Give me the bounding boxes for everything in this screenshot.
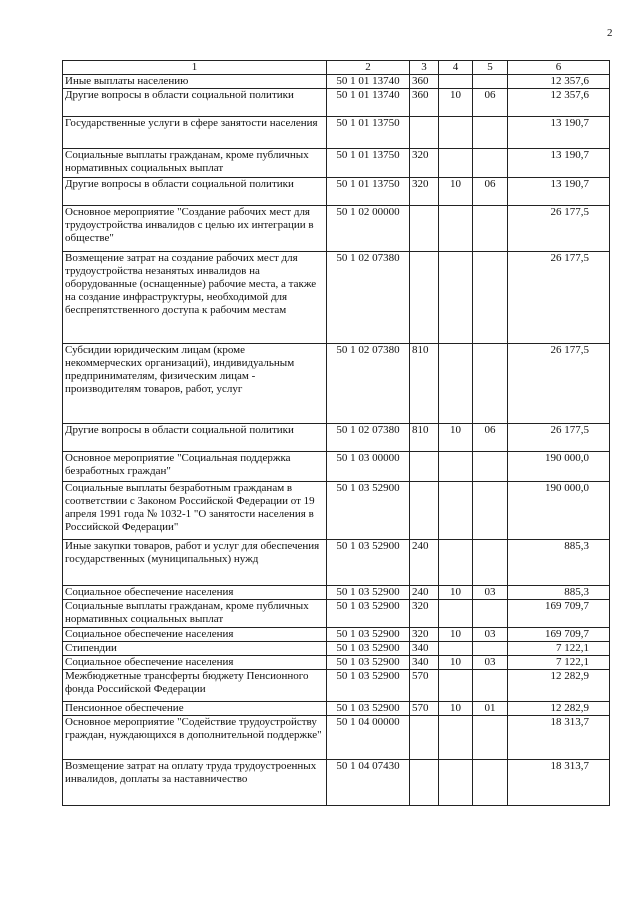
row-subsection [473,716,508,760]
row-name: Государственные услуги в сфере занятости населения [63,117,327,149]
row-amount: 26 177,5 [508,252,610,344]
row-amount: 26 177,5 [508,424,610,452]
row-name: Стипендии [63,642,327,656]
row-subsection: 03 [473,586,508,600]
row-amount: 12 357,6 [508,89,610,117]
row-code: 50 1 01 13740 [327,75,410,89]
row-expense-type: 320 [410,149,439,178]
row-amount: 26 177,5 [508,344,610,424]
row-subsection: 03 [473,656,508,670]
row-code: 50 1 01 13750 [327,117,410,149]
page-number: 2 [607,27,613,39]
row-expense-type [410,760,439,806]
row-name: Социальное обеспечение населения [63,628,327,642]
table-row [63,656,610,670]
table-row [63,628,610,642]
row-name: Социальное обеспечение населения [63,586,327,600]
column-header: 1 [63,61,327,75]
row-name: Другие вопросы в области социальной политики [63,424,327,452]
row-section: 10 [439,586,473,600]
row-amount: 885,3 [508,540,610,586]
row-code: 50 1 03 52900 [327,642,410,656]
row-expense-type [410,117,439,149]
row-subsection: 06 [473,424,508,452]
table-row [63,252,610,344]
table-row [63,206,610,252]
row-name: Социальные выплаты гражданам, кроме публичных нормативных социальных выплат [63,149,327,178]
row-section: 10 [439,628,473,642]
row-section [439,117,473,149]
row-code: 50 1 02 07380 [327,344,410,424]
row-subsection [473,760,508,806]
table-row [63,75,610,89]
row-amount: 169 709,7 [508,628,610,642]
row-subsection [473,540,508,586]
row-subsection [473,206,508,252]
row-section [439,344,473,424]
row-expense-type: 340 [410,642,439,656]
row-code: 50 1 04 00000 [327,716,410,760]
table-row [63,89,610,117]
row-name: Социальные выплаты гражданам, кроме публичных нормативных социальных выплат [63,600,327,628]
row-expense-type [410,482,439,540]
row-code: 50 1 03 52900 [327,702,410,716]
row-amount: 190 000,0 [508,482,610,540]
table-row [63,149,610,178]
row-code: 50 1 03 52900 [327,628,410,642]
table-row [63,716,610,760]
column-header: 3 [410,61,439,75]
row-expense-type [410,716,439,760]
table-row [63,178,610,206]
row-section [439,452,473,482]
row-section [439,540,473,586]
row-subsection [473,452,508,482]
row-amount: 26 177,5 [508,206,610,252]
row-section: 10 [439,178,473,206]
row-name: Основное мероприятие "Содействие трудоустройству граждан, нуждающихся в дополнительной поддержке" [63,716,327,760]
row-name: Пенсионное обеспечение [63,702,327,716]
row-expense-type: 570 [410,702,439,716]
row-expense-type: 810 [410,344,439,424]
row-section [439,600,473,628]
row-amount: 18 313,7 [508,716,610,760]
row-subsection [473,344,508,424]
row-section: 10 [439,656,473,670]
row-name: Социальные выплаты безработным гражданам в соответствии с Законом Российской Федерации от 19 апреля 1991 года № 1032-1 "О занятости населения в Российской Федерации" [63,482,327,540]
table-row [63,344,610,424]
table-row [63,482,610,540]
budget-table [62,60,610,806]
row-amount: 12 282,9 [508,702,610,716]
table-header-row [63,61,610,75]
row-section [439,716,473,760]
row-name: Субсидии юридическим лицам (кроме некоммерческих организаций), индивидуальным предпринимателям, физическим лицам - производителям товаров, работ, услуг [63,344,327,424]
row-amount: 12 357,6 [508,75,610,89]
row-subsection: 06 [473,178,508,206]
row-expense-type [410,252,439,344]
row-code: 50 1 01 13750 [327,149,410,178]
table-row [63,642,610,656]
row-amount: 7 122,1 [508,656,610,670]
row-code: 50 1 03 52900 [327,482,410,540]
row-expense-type: 570 [410,670,439,702]
row-expense-type: 320 [410,628,439,642]
table-row [63,586,610,600]
row-subsection [473,670,508,702]
row-subsection [473,642,508,656]
row-expense-type: 320 [410,600,439,628]
table-row [63,600,610,628]
row-expense-type: 360 [410,75,439,89]
row-code: 50 1 02 00000 [327,206,410,252]
row-section [439,206,473,252]
table-row [63,117,610,149]
row-subsection [473,600,508,628]
row-name: Основное мероприятие "Социальная поддержка безработных граждан" [63,452,327,482]
table-row [63,540,610,586]
row-section [439,670,473,702]
table-row [63,452,610,482]
row-expense-type: 240 [410,586,439,600]
row-section: 10 [439,702,473,716]
row-code: 50 1 03 52900 [327,670,410,702]
row-name: Иные выплаты населению [63,75,327,89]
table-row [63,424,610,452]
table-row [63,670,610,702]
row-expense-type [410,206,439,252]
column-header: 4 [439,61,473,75]
row-expense-type: 340 [410,656,439,670]
row-code: 50 1 03 52900 [327,540,410,586]
row-subsection: 03 [473,628,508,642]
row-code: 50 1 01 13750 [327,178,410,206]
row-subsection: 06 [473,89,508,117]
row-subsection [473,252,508,344]
column-header: 6 [508,61,610,75]
row-expense-type: 240 [410,540,439,586]
table-row [63,760,610,806]
row-section: 10 [439,89,473,117]
row-amount: 13 190,7 [508,178,610,206]
row-name: Социальное обеспечение населения [63,656,327,670]
column-header: 5 [473,61,508,75]
row-name: Межбюджетные трансферты бюджету Пенсионного фонда Российской Федерации [63,670,327,702]
row-amount: 18 313,7 [508,760,610,806]
row-amount: 12 282,9 [508,670,610,702]
row-section [439,760,473,806]
row-section [439,642,473,656]
row-subsection [473,117,508,149]
row-name: Иные закупки товаров, работ и услуг для обеспечения государственных (муниципальных) нужд [63,540,327,586]
row-code: 50 1 03 52900 [327,586,410,600]
row-name: Другие вопросы в области социальной политики [63,89,327,117]
row-section [439,482,473,540]
row-amount: 190 000,0 [508,452,610,482]
row-subsection: 01 [473,702,508,716]
row-expense-type: 810 [410,424,439,452]
column-header: 2 [327,61,410,75]
row-expense-type: 360 [410,89,439,117]
row-code: 50 1 01 13740 [327,89,410,117]
row-amount: 13 190,7 [508,149,610,178]
row-section [439,75,473,89]
row-amount: 7 122,1 [508,642,610,656]
row-section: 10 [439,424,473,452]
row-subsection [473,75,508,89]
row-subsection [473,482,508,540]
row-expense-type [410,452,439,482]
row-code: 50 1 03 00000 [327,452,410,482]
row-expense-type: 320 [410,178,439,206]
row-subsection [473,149,508,178]
row-amount: 885,3 [508,586,610,600]
row-code: 50 1 03 52900 [327,600,410,628]
row-code: 50 1 03 52900 [327,656,410,670]
row-section [439,149,473,178]
row-name: Возмещение затрат на оплату труда трудоустроенных инвалидов, доплаты за наставничество [63,760,327,806]
row-amount: 169 709,7 [508,600,610,628]
row-name: Основное мероприятие "Создание рабочих мест для трудоустройства инвалидов с целью их интеграции в обществе" [63,206,327,252]
row-code: 50 1 04 07430 [327,760,410,806]
row-code: 50 1 02 07380 [327,424,410,452]
row-amount: 13 190,7 [508,117,610,149]
budget-table-body [63,61,610,806]
table-row [63,702,610,716]
row-name: Возмещение затрат на создание рабочих мест для трудоустройства незанятых инвалидов на оборудованные (оснащенные) рабочие места, а также на создание инфраструктуры, необходимой для беспрепятственного доступа к рабочим местам [63,252,327,344]
row-section [439,252,473,344]
row-name: Другие вопросы в области социальной политики [63,178,327,206]
row-code: 50 1 02 07380 [327,252,410,344]
